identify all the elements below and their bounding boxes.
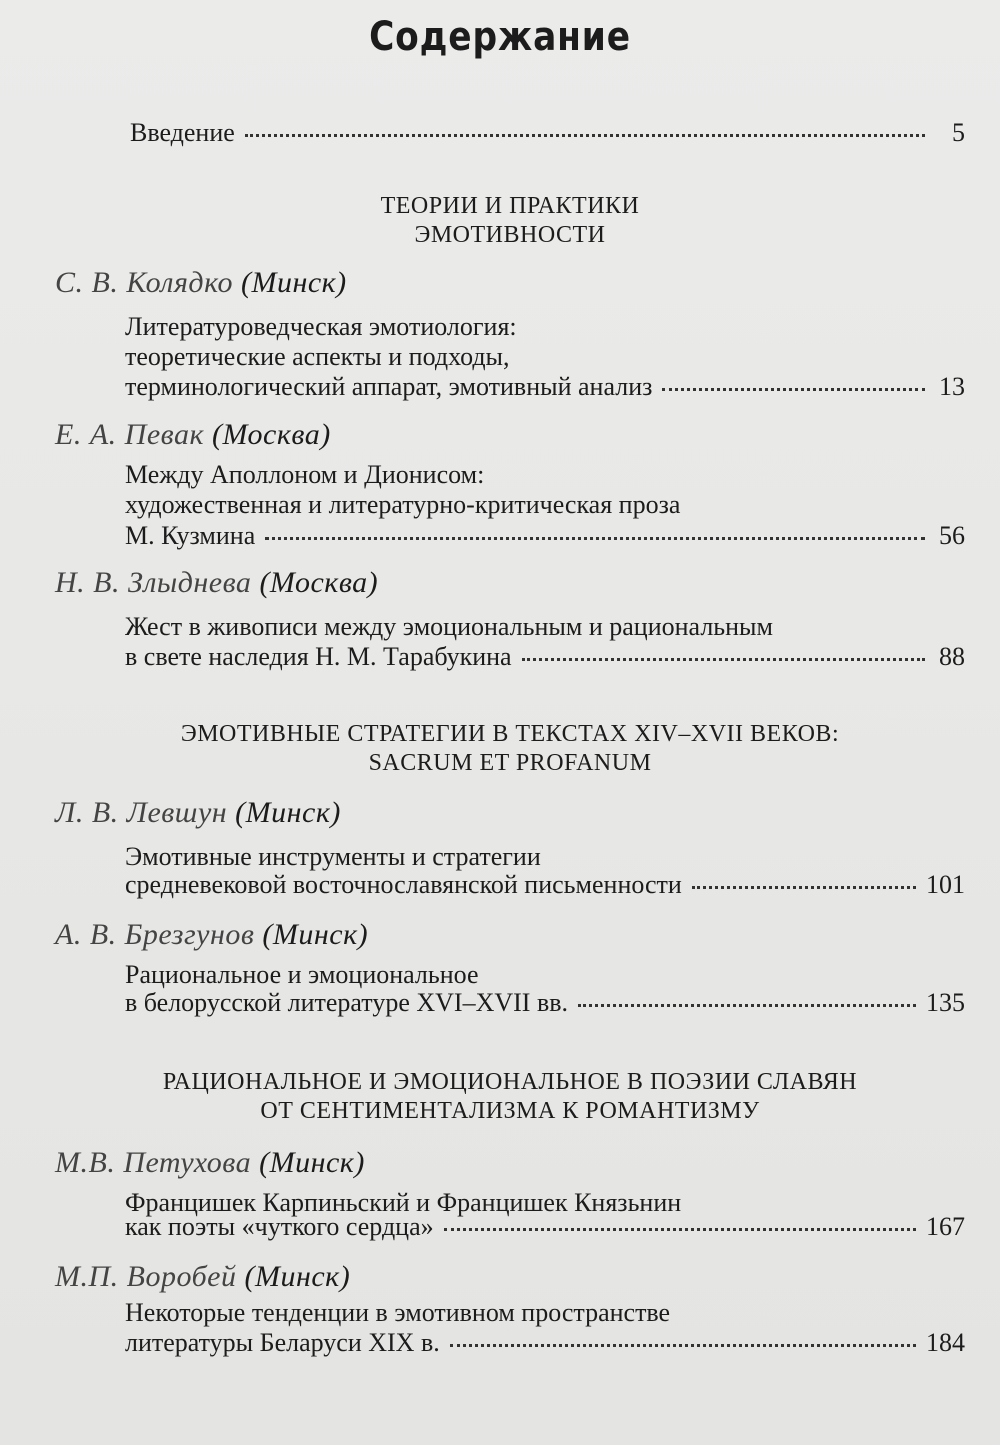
page-number: 88: [939, 642, 965, 671]
section-heading-line: SACRUM ET PROFANUM: [368, 750, 652, 776]
author-city: (Москва): [259, 566, 379, 599]
dot-leader: [662, 388, 925, 391]
page-number: 135: [926, 988, 965, 1017]
toc-entry-row: [125, 1212, 965, 1246]
page-title: Содержание: [369, 14, 631, 60]
toc-entry-row: [125, 988, 965, 1022]
author-city: (Минск): [244, 1260, 351, 1293]
page-number: 167: [926, 1212, 965, 1241]
dot-leader: [450, 1344, 916, 1347]
page-number: 184: [926, 1328, 965, 1357]
page-number: 101: [926, 870, 965, 899]
entry-title-line: литературы Беларуси XIX в.: [125, 1328, 440, 1357]
author-line: [55, 1146, 365, 1180]
entry-title-line: Рациональное и эмоциональное: [125, 960, 479, 989]
entry-title-line: Жест в живописи между эмоциональным и рациональным: [125, 612, 773, 641]
author-city: (Минск): [240, 266, 347, 299]
author-line: [55, 566, 378, 600]
dot-leader: [265, 537, 925, 540]
author-city: (Минск): [262, 918, 369, 951]
entry-title-line: средневековой восточнославянской письменности: [125, 870, 682, 899]
section-heading-line: РАЦИОНАЛЬНОЕ И ЭМОЦИОНАЛЬНОЕ В ПОЭЗИИ СЛАВЯН: [162, 1069, 858, 1095]
dot-leader: [245, 134, 925, 137]
author-line: [55, 1260, 350, 1294]
toc-entry-title: Введение: [130, 118, 235, 147]
toc-entry-intro: [130, 118, 965, 152]
section-heading-1: [80, 192, 940, 250]
section-heading-line: ЭМОТИВНЫЕ СТРАТЕГИИ В ТЕКСТАХ XIV–XVII ВЕКОВ:: [180, 721, 840, 747]
toc-entry-row: [125, 870, 965, 904]
author-name: М.П. Воробей: [55, 1260, 237, 1293]
entry-title-line: художественная и литературно-критическая проза: [125, 490, 681, 519]
entry-title-line: М. Кузмина: [125, 521, 256, 550]
entry-title-line: в свете наследия Н. М. Тарабукина: [125, 642, 512, 671]
section-heading-line: ОТ СЕНТИМЕНТАЛИЗМА К РОМАНТИЗМУ: [260, 1098, 760, 1124]
author-name: Е. А. Певак: [55, 418, 204, 451]
page-number: 5: [952, 118, 965, 147]
entry-title-line: Эмотивные инструменты и стратегии: [125, 842, 541, 871]
toc-entry-row: [125, 642, 965, 676]
entry-title-line: Некоторые тенденции в эмотивном пространстве: [125, 1298, 671, 1327]
section-heading-2: [80, 720, 940, 778]
dot-leader: [578, 1004, 916, 1007]
entry-title-line: Литературоведческая эмотиология:: [125, 312, 517, 341]
author-city: (Минск): [259, 1146, 365, 1179]
author-name: Л. В. Левшун: [55, 796, 228, 829]
entry-title-line: как поэты «чуткого сердца»: [125, 1212, 434, 1241]
section-heading-line: ТЕОРИИ И ПРАКТИКИ: [380, 193, 640, 219]
author-name: Н. В. Злыднева: [55, 566, 252, 599]
entry-title-line: Францишек Карпиньский и Францишек Князьнин: [125, 1188, 682, 1217]
page-number: 56: [939, 521, 965, 550]
entry-title-line: Между Аполлоном и Дионисом:: [125, 460, 485, 489]
author-city: (Москва): [211, 418, 331, 451]
author-city: (Минск): [235, 796, 341, 829]
dot-leader: [692, 886, 916, 889]
author-name: С. В. Колядко: [55, 266, 233, 299]
author-name: А. В. Брезгунов: [55, 918, 255, 951]
page-number: 13: [939, 372, 965, 401]
author-name: М.В. Петухова: [55, 1146, 252, 1179]
section-heading-line: ЭМОТИВНОСТИ: [414, 222, 606, 248]
dot-leader: [444, 1228, 916, 1231]
section-heading-3: [80, 1068, 940, 1126]
entry-title-line: теоретические аспекты и подходы,: [125, 342, 510, 371]
toc-entry-row: [125, 372, 965, 406]
author-line: [55, 918, 368, 952]
author-line: [55, 796, 341, 830]
toc-entry-row: [125, 521, 965, 555]
author-line: [55, 266, 347, 300]
entry-title-line: терминологический аппарат, эмотивный анализ: [125, 372, 653, 401]
entry-title-line: в белорусской литературе XVI–XVII вв.: [125, 988, 568, 1017]
author-line: [55, 418, 331, 452]
toc-entry-row: [125, 1328, 965, 1362]
dot-leader: [522, 658, 925, 661]
